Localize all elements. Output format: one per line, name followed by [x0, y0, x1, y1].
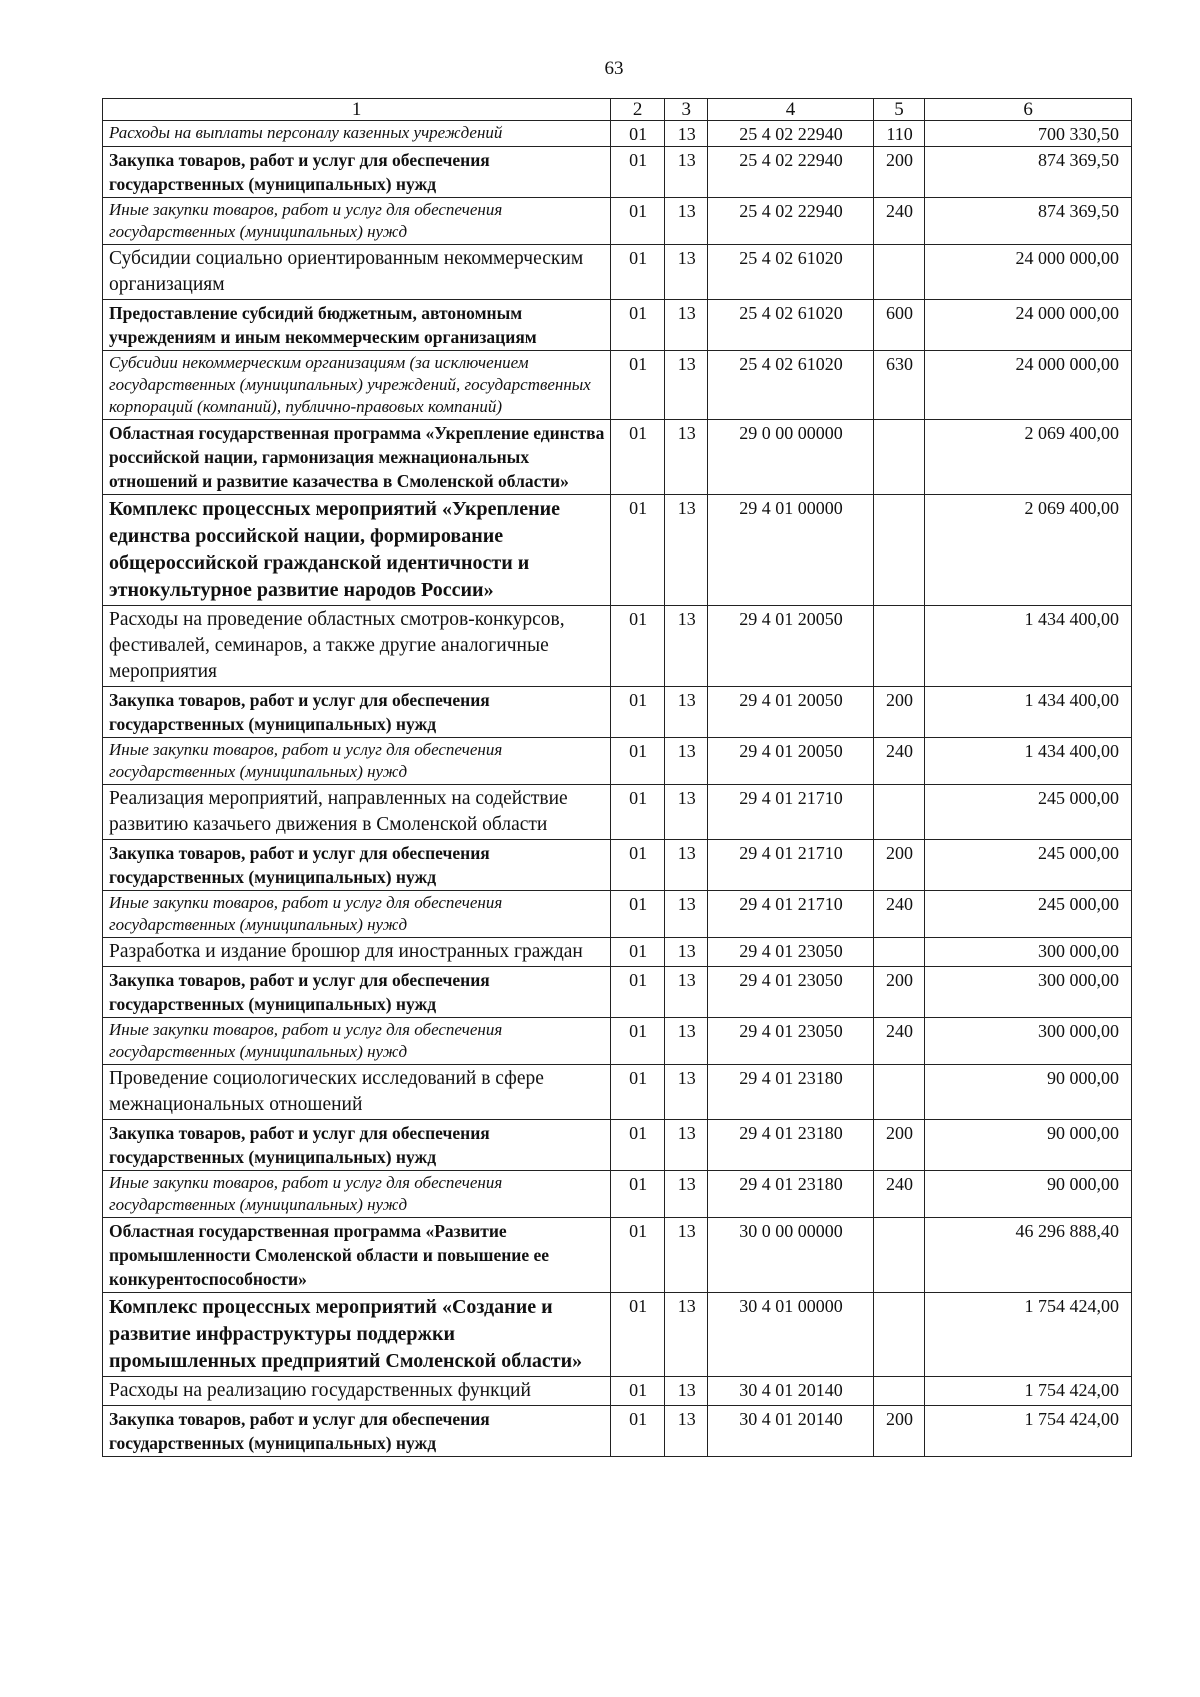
row-target-article-code: 25 4 02 61020	[708, 300, 873, 351]
row-name-cell: Предоставление субсидий бюджетным, автономным учреждениям и иным некоммерческим организациям	[103, 300, 611, 351]
row-section-code: 01	[611, 1377, 665, 1406]
row-target-article-code: 25 4 02 61020	[708, 245, 873, 300]
row-subsection-code: 13	[665, 785, 708, 840]
row-section-code: 01	[611, 606, 665, 687]
row-amount: 874 369,50	[925, 147, 1132, 198]
row-target-article-code: 29 4 01 23050	[708, 967, 873, 1018]
row-amount: 700 330,50	[925, 121, 1132, 147]
row-subsection-code: 13	[665, 1293, 708, 1377]
row-expense-type-code: 200	[873, 967, 925, 1018]
table-row	[103, 785, 1132, 840]
row-name-cell: Закупка товаров, работ и услуг для обеспечения государственных (муниципальных) нужд	[103, 147, 611, 198]
row-name-cell: Областная государственная программа «Развитие промышленности Смоленской области и повышение ее конкурентоспособности»	[103, 1218, 611, 1293]
row-subsection-code: 13	[665, 245, 708, 300]
row-name-cell: Субсидии некоммерческим организациям (за исключением государственных (муниципальных) учреждений, государственных корпораций (компаний), публично-правовых компаний)	[103, 351, 611, 420]
row-target-article-code: 29 4 01 20050	[708, 738, 873, 785]
row-target-article-code: 29 4 01 23180	[708, 1065, 873, 1120]
row-expense-type-code: 200	[873, 687, 925, 738]
row-name-cell: Иные закупки товаров, работ и услуг для обеспечения государственных (муниципальных) нужд	[103, 1018, 611, 1065]
page-number: 63	[604, 58, 624, 79]
row-amount: 245 000,00	[925, 891, 1132, 938]
row-amount: 300 000,00	[925, 1018, 1132, 1065]
row-subsection-code: 13	[665, 495, 708, 606]
row-subsection-code: 13	[665, 300, 708, 351]
row-subsection-code: 13	[665, 1377, 708, 1406]
row-expense-type-code	[873, 1293, 925, 1377]
row-expense-type-code	[873, 1377, 925, 1406]
row-section-code: 01	[611, 245, 665, 300]
row-section-code: 01	[611, 967, 665, 1018]
row-amount: 24 000 000,00	[925, 351, 1132, 420]
row-amount: 46 296 888,40	[925, 1218, 1132, 1293]
row-name-cell: Закупка товаров, работ и услуг для обеспечения государственных (муниципальных) нужд	[103, 687, 611, 738]
row-name-cell: Иные закупки товаров, работ и услуг для обеспечения государственных (муниципальных) нужд	[103, 198, 611, 245]
row-amount: 1 434 400,00	[925, 738, 1132, 785]
table-row	[103, 245, 1132, 300]
row-name-cell: Проведение социологических исследований в сфере межнациональных отношений	[103, 1065, 611, 1120]
table-row	[103, 738, 1132, 785]
row-amount: 1 754 424,00	[925, 1293, 1132, 1377]
row-target-article-code: 25 4 02 22940	[708, 147, 873, 198]
table-row	[103, 938, 1132, 967]
row-amount: 300 000,00	[925, 967, 1132, 1018]
row-subsection-code: 13	[665, 121, 708, 147]
row-name-cell: Иные закупки товаров, работ и услуг для обеспечения государственных (муниципальных) нужд	[103, 738, 611, 785]
table-row	[103, 1406, 1132, 1457]
row-section-code: 01	[611, 1406, 665, 1457]
row-expense-type-code: 200	[873, 1406, 925, 1457]
row-expense-type-code: 240	[873, 198, 925, 245]
row-target-article-code: 25 4 02 22940	[708, 121, 873, 147]
row-expense-type-code: 630	[873, 351, 925, 420]
row-section-code: 01	[611, 1171, 665, 1218]
row-expense-type-code: 600	[873, 300, 925, 351]
table-row	[103, 420, 1132, 495]
table-row	[103, 1293, 1132, 1377]
row-subsection-code: 13	[665, 1406, 708, 1457]
row-target-article-code: 29 4 01 23050	[708, 938, 873, 967]
row-section-code: 01	[611, 938, 665, 967]
row-subsection-code: 13	[665, 967, 708, 1018]
row-section-code: 01	[611, 687, 665, 738]
row-expense-type-code: 240	[873, 1171, 925, 1218]
row-expense-type-code	[873, 1065, 925, 1120]
row-expense-type-code	[873, 785, 925, 840]
table-row	[103, 495, 1132, 606]
row-amount: 245 000,00	[925, 785, 1132, 840]
row-amount: 90 000,00	[925, 1120, 1132, 1171]
row-section-code: 01	[611, 840, 665, 891]
row-name-cell: Расходы на проведение областных смотров-конкурсов, фестивалей, семинаров, а также другие аналогичные мероприятия	[103, 606, 611, 687]
table-row	[103, 198, 1132, 245]
table-row	[103, 891, 1132, 938]
row-target-article-code: 30 4 01 20140	[708, 1406, 873, 1457]
budget-table-container	[102, 98, 1132, 1457]
row-expense-type-code: 240	[873, 738, 925, 785]
row-subsection-code: 13	[665, 891, 708, 938]
row-subsection-code: 13	[665, 1065, 708, 1120]
table-header-row	[103, 99, 1132, 121]
row-expense-type-code: 240	[873, 1018, 925, 1065]
table-row	[103, 1065, 1132, 1120]
row-target-article-code: 30 4 01 20140	[708, 1377, 873, 1406]
row-expense-type-code	[873, 606, 925, 687]
row-subsection-code: 13	[665, 938, 708, 967]
table-row	[103, 606, 1132, 687]
row-section-code: 01	[611, 785, 665, 840]
row-name-cell: Разработка и издание брошюр для иностранных граждан	[103, 938, 611, 967]
row-target-article-code: 30 4 01 00000	[708, 1293, 873, 1377]
row-amount: 1 434 400,00	[925, 687, 1132, 738]
row-name-cell: Закупка товаров, работ и услуг для обеспечения государственных (муниципальных) нужд	[103, 1406, 611, 1457]
row-name-cell: Реализация мероприятий, направленных на содействие развитию казачьего движения в Смоленской области	[103, 785, 611, 840]
row-subsection-code: 13	[665, 1120, 708, 1171]
table-row	[103, 300, 1132, 351]
row-target-article-code: 29 4 01 21710	[708, 840, 873, 891]
table-row	[103, 1018, 1132, 1065]
row-target-article-code: 29 4 01 23180	[708, 1171, 873, 1218]
row-section-code: 01	[611, 495, 665, 606]
row-target-article-code: 29 4 01 23050	[708, 1018, 873, 1065]
header-col-1: 1	[103, 99, 611, 121]
row-name-cell: Закупка товаров, работ и услуг для обеспечения государственных (муниципальных) нужд	[103, 967, 611, 1018]
row-section-code: 01	[611, 198, 665, 245]
row-target-article-code: 29 4 01 20050	[708, 687, 873, 738]
table-row	[103, 840, 1132, 891]
row-subsection-code: 13	[665, 147, 708, 198]
row-expense-type-code	[873, 495, 925, 606]
table-body	[103, 121, 1132, 1457]
row-expense-type-code	[873, 938, 925, 967]
row-amount: 90 000,00	[925, 1065, 1132, 1120]
row-section-code: 01	[611, 121, 665, 147]
row-name-cell: Расходы на выплаты персоналу казенных учреждений	[103, 121, 611, 147]
row-section-code: 01	[611, 147, 665, 198]
row-section-code: 01	[611, 738, 665, 785]
row-amount: 2 069 400,00	[925, 495, 1132, 606]
row-target-article-code: 29 0 00 00000	[708, 420, 873, 495]
row-name-cell: Иные закупки товаров, работ и услуг для обеспечения государственных (муниципальных) нужд	[103, 1171, 611, 1218]
row-name-cell: Закупка товаров, работ и услуг для обеспечения государственных (муниципальных) нужд	[103, 1120, 611, 1171]
table-row	[103, 1377, 1132, 1406]
row-name-cell: Областная государственная программа «Укрепление единства российской нации, гармонизация межнациональных отношений и развитие казачества в Смоленской области»	[103, 420, 611, 495]
row-expense-type-code: 240	[873, 891, 925, 938]
row-amount: 1 754 424,00	[925, 1377, 1132, 1406]
row-amount: 245 000,00	[925, 840, 1132, 891]
header-col-5: 5	[873, 99, 925, 121]
row-amount: 90 000,00	[925, 1171, 1132, 1218]
table-row	[103, 147, 1132, 198]
row-subsection-code: 13	[665, 420, 708, 495]
table-row	[103, 121, 1132, 147]
row-target-article-code: 29 4 01 00000	[708, 495, 873, 606]
row-section-code: 01	[611, 1120, 665, 1171]
row-name-cell: Комплекс процессных мероприятий «Укрепление единства российской нации, формирование общероссийской гражданской идентичности и этнокультурное развитие народов России»	[103, 495, 611, 606]
table-row	[103, 967, 1132, 1018]
row-expense-type-code: 200	[873, 1120, 925, 1171]
row-section-code: 01	[611, 300, 665, 351]
row-subsection-code: 13	[665, 351, 708, 420]
table-row	[103, 1120, 1132, 1171]
row-name-cell: Расходы на реализацию государственных функций	[103, 1377, 611, 1406]
row-subsection-code: 13	[665, 738, 708, 785]
row-subsection-code: 13	[665, 840, 708, 891]
header-col-4: 4	[708, 99, 873, 121]
row-subsection-code: 13	[665, 198, 708, 245]
row-target-article-code: 29 4 01 20050	[708, 606, 873, 687]
row-section-code: 01	[611, 1293, 665, 1377]
table-row	[103, 687, 1132, 738]
row-amount: 2 069 400,00	[925, 420, 1132, 495]
row-subsection-code: 13	[665, 687, 708, 738]
row-subsection-code: 13	[665, 1018, 708, 1065]
row-expense-type-code: 200	[873, 147, 925, 198]
row-name-cell: Закупка товаров, работ и услуг для обеспечения государственных (муниципальных) нужд	[103, 840, 611, 891]
row-target-article-code: 29 4 01 21710	[708, 891, 873, 938]
row-section-code: 01	[611, 420, 665, 495]
table-row	[103, 1171, 1132, 1218]
row-expense-type-code	[873, 420, 925, 495]
row-target-article-code: 30 0 00 00000	[708, 1218, 873, 1293]
budget-table	[102, 98, 1132, 1457]
row-amount: 300 000,00	[925, 938, 1132, 967]
table-row	[103, 351, 1132, 420]
row-name-cell: Субсидии социально ориентированным некоммерческим организациям	[103, 245, 611, 300]
row-target-article-code: 29 4 01 21710	[708, 785, 873, 840]
row-section-code: 01	[611, 1218, 665, 1293]
row-expense-type-code	[873, 245, 925, 300]
header-col-6: 6	[925, 99, 1132, 121]
row-subsection-code: 13	[665, 1218, 708, 1293]
row-name-cell: Иные закупки товаров, работ и услуг для обеспечения государственных (муниципальных) нужд	[103, 891, 611, 938]
row-target-article-code: 25 4 02 61020	[708, 351, 873, 420]
row-amount: 24 000 000,00	[925, 245, 1132, 300]
row-amount: 1 434 400,00	[925, 606, 1132, 687]
row-section-code: 01	[611, 1018, 665, 1065]
row-amount: 1 754 424,00	[925, 1406, 1132, 1457]
header-col-2: 2	[611, 99, 665, 121]
row-expense-type-code	[873, 1218, 925, 1293]
row-subsection-code: 13	[665, 1171, 708, 1218]
row-expense-type-code: 200	[873, 840, 925, 891]
row-expense-type-code: 110	[873, 121, 925, 147]
row-subsection-code: 13	[665, 606, 708, 687]
row-amount: 24 000 000,00	[925, 300, 1132, 351]
row-amount: 874 369,50	[925, 198, 1132, 245]
row-target-article-code: 25 4 02 22940	[708, 198, 873, 245]
header-col-3: 3	[665, 99, 708, 121]
row-target-article-code: 29 4 01 23180	[708, 1120, 873, 1171]
table-row	[103, 1218, 1132, 1293]
row-section-code: 01	[611, 351, 665, 420]
row-name-cell: Комплекс процессных мероприятий «Создание и развитие инфраструктуры поддержки промышленных предприятий Смоленской области»	[103, 1293, 611, 1377]
row-section-code: 01	[611, 1065, 665, 1120]
row-section-code: 01	[611, 891, 665, 938]
